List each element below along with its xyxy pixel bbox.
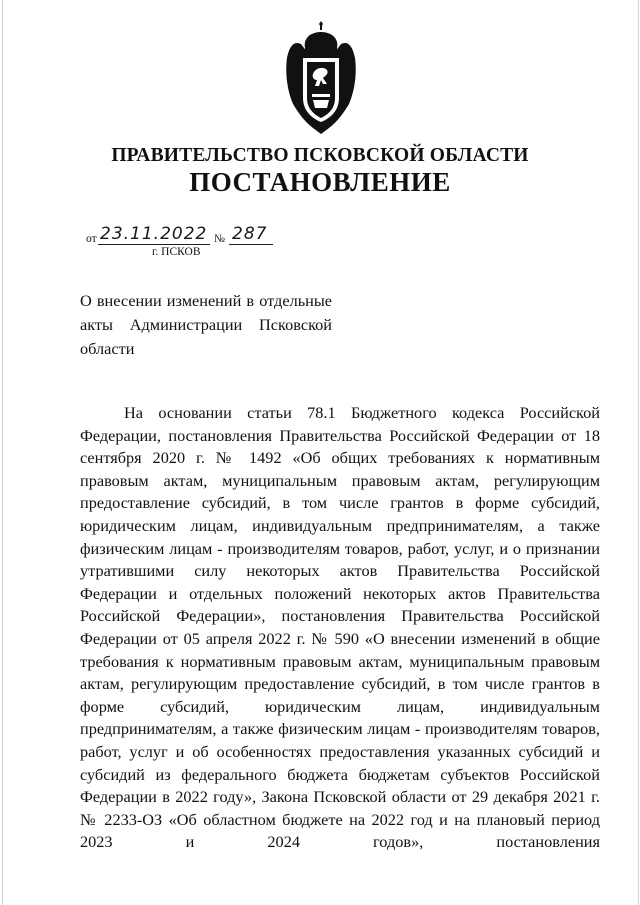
number-underline: [229, 244, 273, 245]
document-type-title: ПОСТАНОВЛЕНИЕ: [189, 167, 451, 197]
document-number: 287: [232, 224, 268, 244]
document-body: На основании статьи 78.1 Бюджетного кодекса Российской Федерации, постановления Правительства Российской Федерации от 18 сентября 2020 г. № 1492 «Об общих требованиях к нормативным правовым актам, муниципальным правовым актам, регулирующим предоставление субсидий, в том числе грантов в форме субсидий, юридическим лицам, индивидуальным предпринимателям, а также физическим лицам - производителям товаров, работ, услуг, и о признании утратившими силу некоторых актов Правительства Российской Федерации и отдельных положений некоторых актов Правительства Российской Федерации», постановления Правительства Российской Федерации от 05 апреля 2022 г. № 590 «О внесении изменений в общие требования к нормативным правовым актам, муниципальным правовым актам, регулирующим предоставление субсидий, в том числе грантов в форме субсидий, юридическим лицам, индивидуальным предпринимателям, а также физическим лицам - производителям товаров, работ, услуг и об особенностях предоставления указанных субсидий и субсидий из федерального бюджета бюджетам субъектов Российской Федерации в 2022 году», Закона Псковской области от 29 декабря 2021 г. № 2233-ОЗ «Об областном бюджете на 2022 год и на плановый период 2023 и 2024 годов», постановления: [80, 403, 600, 852]
date-underline: [98, 244, 210, 245]
scan-edge-right: [638, 0, 639, 905]
document-subject: О внесении изменений в отдельные акты Администрации Псковской области: [80, 291, 332, 358]
document-meta: [86, 224, 286, 264]
document-city: г. ПСКОВ: [152, 246, 201, 258]
government-heading: ПРАВИТЕЛЬСТВО ПСКОВСКОЙ ОБЛАСТИ: [111, 145, 529, 166]
date-prefix-label: от: [86, 233, 97, 245]
number-sign-label: №: [214, 233, 225, 245]
scan-edge-left: [2, 0, 3, 905]
document-date: 23.11.2022: [100, 224, 208, 244]
coat-of-arms-icon: [283, 18, 359, 138]
